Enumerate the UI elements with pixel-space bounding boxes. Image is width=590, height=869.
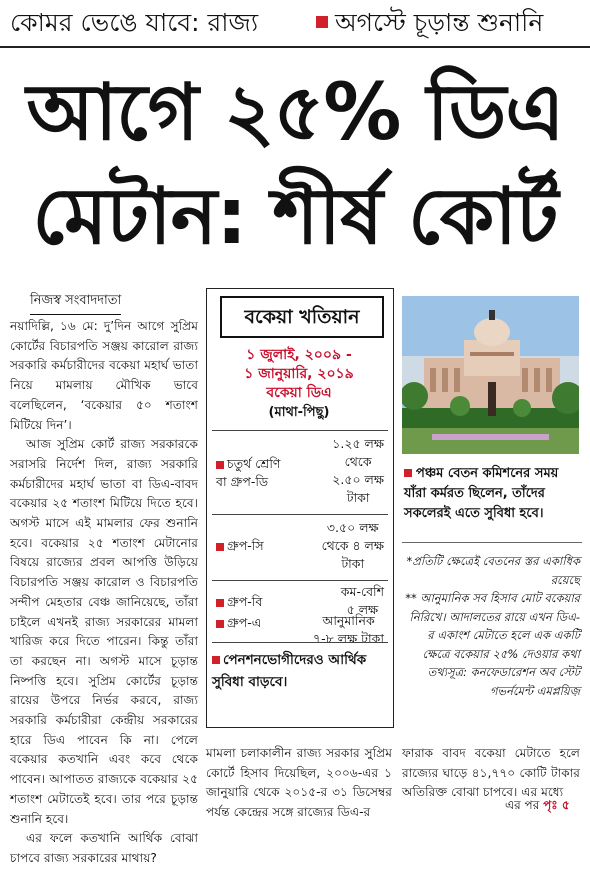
article-column-2: মামলা চলাকালীন রাজ্য সরকার সুপ্রিম কোর্টে হিসাব দিয়েছিল, ২০০৬-এর ১ জানুয়ারি থেকে ২০১৫-র ৩১ ডিসেম্বর পর্যন্ত কেন্দ্রের সঙ্গে রাজ্যের ডিএ-র (206, 746, 392, 820)
supreme-court-photo (402, 296, 579, 454)
bullet-square-icon (212, 656, 220, 664)
article-column-3: ফারাক বাবদ বকেয়া মেটাতে হলে রাজ্যের ঘাড়ে ৪১,৭৭০ কোটি টাকার অতিরিক্ত বোঝা চাপবে। এর মধ্যে (402, 746, 580, 800)
continued-on-page: এর পর পৃঃ ৫ (505, 798, 570, 812)
paragraph-3: এর ফলে কতখানি আর্থিক বোঝা চাপবে রাজ্য সরকারের মাথায়? (10, 831, 198, 865)
row-value: ১.২৫ লক্ষ থেকে ২.৫০ লক্ষ টাকা (332, 436, 384, 505)
article-column-1 (10, 317, 198, 869)
box-row-group-b: গ্রুপ-বি কম-বেশি ৫ লক্ষ (212, 580, 388, 623)
footnote-1: *প্রতিটি ক্ষেত্রেই বেতনের স্তর একাধিক রয়েছে (406, 554, 580, 587)
supreme-court-building-image (402, 296, 579, 454)
box-title: বকেয়া খতিয়ান (220, 296, 384, 338)
bullet-square-icon (216, 620, 224, 628)
bullet-square-icon (216, 461, 224, 469)
headline-line2: মেটান: শীর্ষ কোর্ট (32, 172, 558, 262)
headline-line1: আগে ২৫% ডিএ (26, 68, 564, 158)
box-footer: পেনশনভোগীদেরও আর্থিক সুবিধা বাড়বে। (212, 642, 388, 693)
footnotes (404, 552, 580, 700)
row-value: কম-বেশি ৫ লক্ষ (340, 584, 384, 617)
box-date-range: ১ জুলাই, ২০০৯ - ১ জানুয়ারি, ২০১৯ বকেয়া ডিএ (244, 347, 354, 401)
row-value: ৩.৫০ লক্ষ থেকে ৪ লক্ষ টাকা (321, 520, 384, 571)
byline: নিজস্ব সংবাদদাতা (30, 291, 121, 315)
kicker-left: কোমর ভেঙে যাবে: রাজ্য (10, 8, 259, 37)
bullet-square-icon (404, 469, 412, 477)
box-row-group-d: চতুর্থ শ্রেণি বা গ্রুপ-ডি ১.২৫ লক্ষ থেকে ২.৫০ লক্ষ টাকা (212, 430, 388, 513)
row-value: আনুমানিক ৭-৮ লক্ষ টাকা (313, 613, 384, 646)
footnote-2: ** আনুমানিক সব হিসাব মোট বকেয়ার নিরিখে। আদালতের রায়ে এখন ডিএ-র একাংশ মেটাতে হলে এক একটি ক্ষেত্রে বকেয়ার ২৫% দেওয়ার কথা (405, 591, 580, 661)
paragraph-1: নয়াদিল্লি, ১৬ মে: দু’দিন আগে সুপ্রিম কোর্টের বিচারপতি সঞ্জয় কারোল রাজ্য সরকারি কর্মচারীদের বকেয়া মহার্ঘ ভাতা নিয়ে মামলায় মৌখিক ভাবে বলেছিলেন, ‘বকেয়ার ৫০ শতাংশ মিটিয়ে দিন’। (10, 319, 198, 432)
paragraph-2: আজ সুপ্রিম কোর্ট রাজ্য সরকারকে সরাসরি নির্দেশ দিল, রাজ্য সরকারি কর্মচারীদের মহার্ঘ ভাতা বা ডিএ-বাবদ বকেয়ার ২৫ শতাংশ মিটিয়ে দিতে হবে। অগস্ট মাসে এই মামলার ফের শুনানি হবে। বকেয়ার ২৫ শতাংশ মেটানোর বিষয়ে রাজ্যের প্রবল আপত্তি উড়িয়ে বিচারপতি সঞ্জয় কারোল ও বিচারপতি সন্দীপ মেহতার বেঞ্চ জানিয়েছে, তাঁরা চাইলে এখনই রাজ্য সরকারের মামলা খারিজ করে দিতে পারেন। কিন্তু তাঁরা তা করছেন না। অগস্ট মাসে চূড়ান্ত নিষ্পত্তি হবে। সুপ্রিম কোর্টের চূড়ান্ত রায়ের উপরে নির্ভর করবে, রাজ্য সরকারি কর্মচারীরা কেন্দ্রীয় সরকারের হারে ডিএ পাবেন কি না। পেলে বকেয়ার কতখানি এবং কবে থেকে পাবেন। আপাতত রাজ্যকে বকেয়ার ২৫ শতাংশ মেটাতেই হবে। তার পরে চূড়ান্ত শুনানি হবে। (10, 437, 198, 826)
kicker-separator-square (316, 16, 328, 28)
photo-caption: পঞ্চম বেতন কমিশনের সময় যাঁরা কর্মরত ছিলেন, তাঁদের সকলেরই এতে সুবিধা হবে। (404, 466, 559, 521)
box-subtitle: (মাথা-পিছু) (268, 405, 330, 420)
kicker-right: অগস্টে চূড়ান্ত শুনানি (335, 8, 544, 37)
box-row-group-c: গ্রুপ-সি ৩.৫০ লক্ষ থেকে ৪ লক্ষ টাকা (212, 514, 388, 579)
source-note: তথ্যসূত্র: কনফেডারেশন অব স্টেট গভর্নমেন্ট এমপ্লয়িজ় (427, 665, 580, 698)
divider (402, 542, 582, 543)
box-row-group-a: গ্রুপ-এ আনুমানিক ৭-৮ লক্ষ টাকা (212, 622, 388, 640)
bullet-square-icon (216, 599, 224, 607)
bullet-square-icon (216, 543, 224, 551)
